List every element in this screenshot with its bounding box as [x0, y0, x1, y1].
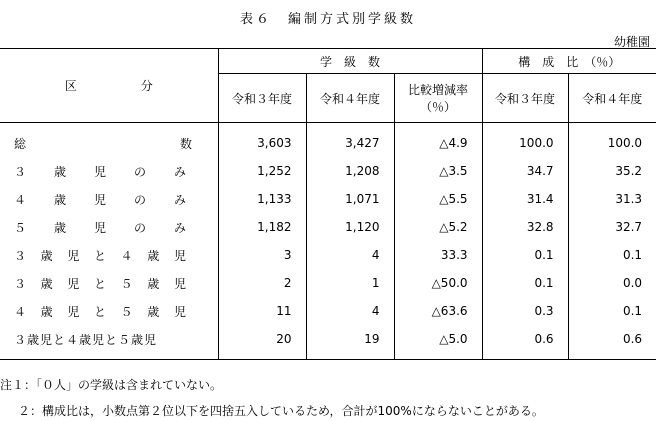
cell-ratio-r3: 34.7	[482, 157, 568, 185]
row-label-char: 児	[67, 248, 80, 263]
row-label	[0, 185, 218, 213]
row-label-char: ３	[14, 276, 27, 291]
row-label-char: の	[133, 192, 146, 207]
row-label-char: 児	[67, 304, 80, 319]
row-label-char: の	[133, 164, 146, 179]
cell-ratio-r3: 0.3	[482, 297, 568, 325]
table-row	[0, 241, 656, 269]
cell-ratio-r3: 100.0	[482, 123, 568, 158]
class-count-table	[0, 48, 656, 360]
row-label-char: 総	[14, 136, 27, 151]
cell-ratio-r3: 0.1	[482, 241, 568, 269]
row-label-char: み	[173, 220, 186, 235]
cell-ratio-r3: 0.1	[482, 269, 568, 297]
cell-r3: 1,133	[218, 185, 306, 213]
cell-change: △5.0	[394, 325, 482, 360]
cell-r4: 1,120	[306, 213, 394, 241]
row-label	[0, 241, 218, 269]
cell-ratio-r4: 0.1	[622, 248, 643, 262]
row-label-char: ５	[120, 276, 133, 291]
cell-r4: 1,071	[306, 185, 394, 213]
table-row	[0, 185, 656, 213]
row-label-char: の	[133, 220, 146, 235]
row-label-char: と	[93, 304, 106, 319]
cell-r4: 1,208	[306, 157, 394, 185]
row-label	[0, 157, 218, 185]
row-label-char: 歳	[147, 248, 160, 263]
row-label-char: ４	[120, 248, 133, 263]
cell-r4: 3,427	[306, 123, 394, 158]
cell-change: △5.2	[394, 213, 482, 241]
cell-r3: 3,603	[218, 123, 306, 158]
col-header-ratio-r3: 令和３年度	[482, 74, 568, 123]
row-label-char: 歳	[40, 304, 53, 319]
col-header-r4: 令和４年度	[306, 74, 394, 123]
row-label	[0, 123, 218, 158]
row-label-char: 児	[67, 276, 80, 291]
cell-ratio-r4: 0.0	[622, 276, 643, 290]
row-label-char: 児	[93, 164, 106, 179]
cell-r4: 1	[306, 269, 394, 297]
row-label-char: ３	[14, 164, 27, 179]
cell-ratio-r4: 32.7	[615, 220, 643, 234]
row-label-char: 児	[173, 248, 186, 263]
row-label	[0, 213, 218, 241]
cell-r3: 20	[218, 325, 306, 360]
table-row	[0, 213, 656, 241]
row-label-char: 歳	[53, 164, 66, 179]
table-row	[0, 123, 656, 158]
table-row	[0, 157, 656, 185]
table-row	[0, 297, 656, 325]
cell-ratio-r4: 0.6	[568, 325, 656, 360]
cell-change: 33.3	[394, 241, 482, 269]
row-label-char: 数	[179, 136, 192, 151]
unit-label: 幼稚園	[613, 35, 650, 49]
counts-group-header: 学 級 数	[218, 49, 482, 74]
col-header-change-line2: （％）	[420, 100, 457, 114]
cell-r4: 4	[306, 241, 394, 269]
row-label-text: ３歳児と４歳児と５歳児	[14, 332, 158, 347]
col-header-r3: 令和３年度	[218, 74, 306, 123]
row-label-char: 児	[93, 220, 106, 235]
cell-r3: 2	[218, 269, 306, 297]
cell-ratio-r3: 0.6	[482, 325, 568, 360]
col-header-change	[394, 74, 482, 123]
cell-r4: 4	[306, 297, 394, 325]
cell-ratio-r4: 0.1	[622, 304, 643, 318]
cell-ratio-r3: 32.8	[482, 213, 568, 241]
footnote-1: 注１：「０人」の学級は含まれていない。	[0, 378, 223, 392]
footnote-2: ２：構成比は，小数点第２位以下を四捨五入しているため，合計が100%にならないことがある。	[18, 404, 544, 418]
cell-ratio-r3: 31.4	[482, 185, 568, 213]
cell-ratio-r4: 100.0	[607, 136, 643, 150]
col-header-ratio-r4: 令和４年度	[568, 74, 656, 123]
category-header-char: 区	[64, 79, 77, 93]
row-label-char: と	[93, 248, 106, 263]
cell-r4: 19	[306, 325, 394, 360]
cell-r3: 1,252	[218, 157, 306, 185]
row-label-char: 歳	[53, 220, 66, 235]
cell-r3: 11	[218, 297, 306, 325]
category-header-char: 分	[140, 79, 153, 93]
cell-r3: 1,182	[218, 213, 306, 241]
table-title: 表６ 編制方式別学級数	[239, 12, 416, 27]
row-label-char: 児	[173, 304, 186, 319]
row-label-char: と	[93, 276, 106, 291]
row-label	[0, 297, 218, 325]
row-label-char: 児	[173, 276, 186, 291]
row-label-char: み	[173, 192, 186, 207]
cell-ratio-r4: 31.3	[615, 192, 643, 206]
row-label	[0, 325, 218, 360]
col-header-change-line1: 比較増減率	[408, 83, 469, 97]
row-label-char: 歳	[53, 192, 66, 207]
row-label	[0, 269, 218, 297]
cell-r3: 3	[218, 241, 306, 269]
cell-change: △4.9	[394, 123, 482, 158]
row-label-char: 歳	[147, 276, 160, 291]
ratio-group-header: 構 成 比 （％）	[482, 49, 656, 74]
cell-change: △3.5	[394, 157, 482, 185]
row-label-char: ４	[14, 192, 27, 207]
row-label-char: ３	[14, 248, 27, 263]
row-label-char: ５	[14, 220, 27, 235]
cell-change: △5.5	[394, 185, 482, 213]
row-label-char: ５	[120, 304, 133, 319]
cell-change: △63.6	[394, 297, 482, 325]
cell-ratio-r4: 35.2	[615, 164, 643, 178]
row-label-char: 歳	[40, 248, 53, 263]
row-label-char: み	[173, 164, 186, 179]
table-row	[0, 325, 656, 360]
table-row	[0, 269, 656, 297]
row-label-char: 歳	[40, 276, 53, 291]
cell-change: △50.0	[394, 269, 482, 297]
row-label-char: ４	[14, 304, 27, 319]
row-label-char: 児	[93, 192, 106, 207]
category-header	[0, 49, 218, 123]
row-label-char: 歳	[147, 304, 160, 319]
